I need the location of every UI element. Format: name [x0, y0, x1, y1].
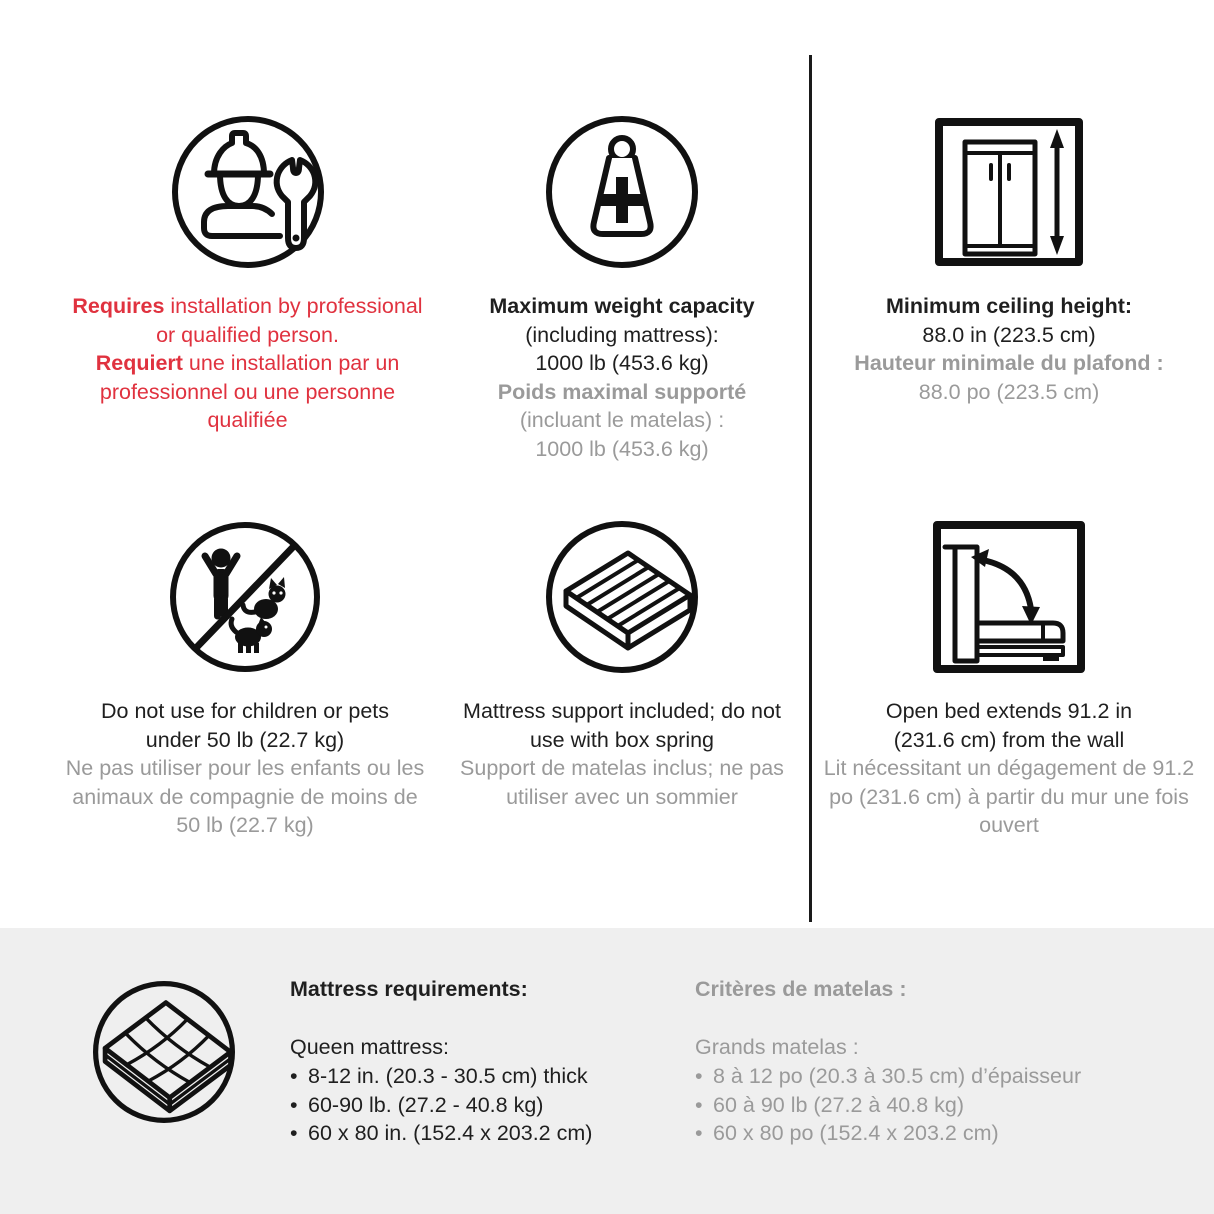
mattress-requirements-fr: [695, 975, 1175, 1148]
open-bed-section: [813, 460, 1205, 840]
mattress-support-section: [437, 460, 807, 811]
installer-icon: [168, 112, 328, 272]
mattress-requirements-en: [290, 975, 650, 1148]
mattress-requirements-subheading-fr: Grands matelas :: [695, 1035, 859, 1059]
ceiling-height-section: [813, 55, 1205, 406]
no-children-pets-section: [45, 460, 445, 840]
mattress-support-text-en: Mattress support included; do not use with box spring: [463, 699, 781, 752]
list-item: • 8-12 in. (20.3 - 30.5 cm) thick: [290, 1062, 650, 1091]
installation-text-fr: Requiert une installation par un professionnel ou une personne qualifiée: [95, 351, 400, 432]
mattress-icon: [88, 976, 240, 1128]
open-bed-icon: [929, 517, 1089, 677]
children-pets-text-fr: Ne pas utiliser pour les enfants ou les animaux de compagnie de moins de 50 lb (22.7 kg): [65, 756, 425, 837]
ceiling-title-fr: Hauteur minimale du plafond :: [854, 351, 1164, 375]
ceiling-title-en: Minimum ceiling height:: [885, 294, 1133, 318]
open-bed-text-en: Open bed extends 91.2 in (231.6 cm) from the wall: [885, 699, 1133, 752]
mattress-support-text-fr: Support de matelas inclus; ne pas utiliser avec un sommier: [460, 756, 784, 809]
list-item: • 60 à 90 lb (27.2 à 40.8 kg): [695, 1091, 1175, 1120]
list-item: • 60 x 80 po (152.4 x 203.2 cm): [695, 1119, 1175, 1148]
children-pets-text-en: Do not use for children or pets under 50 lb (22.7 kg): [100, 699, 389, 752]
weight-line3-en: 1000 lb (453.6 kg): [535, 351, 709, 375]
weight-line2-fr: (incluant le matelas) :: [519, 408, 725, 432]
ceiling-value-fr: 88.0 po (223.5 cm): [918, 379, 1100, 404]
mattress-requirements-list-en: [290, 1062, 650, 1148]
vertical-divider: [809, 55, 812, 922]
ceiling-height-icon: [929, 112, 1089, 272]
installation-section: [55, 55, 440, 435]
mattress-requirements-list-fr: [695, 1062, 1175, 1148]
no-children-pets-icon: [165, 517, 325, 677]
ceiling-value-en: 88.0 in (223.5 cm): [922, 322, 1096, 347]
weight-line3-fr: 1000 lb (453.6 kg): [535, 436, 709, 461]
weight-title-en: Maximum weight capacity: [489, 294, 755, 318]
weight-capacity-section: [437, 55, 807, 463]
mattress-support-icon: [542, 517, 702, 677]
mattress-requirements-subheading-en: Queen mattress:: [290, 1035, 449, 1059]
open-bed-text-fr: Lit nécessitant un dégagement de 91.2 po (231.6 cm) à partir du mur une fois ouvert: [823, 756, 1195, 837]
list-item: • 60-90 lb. (27.2 - 40.8 kg): [290, 1091, 650, 1120]
weight-title-fr: Poids maximal supporté: [497, 379, 747, 404]
weight-line2-en: (including mattress):: [525, 322, 719, 347]
list-item: • 60 x 80 in. (152.4 x 203.2 cm): [290, 1119, 650, 1148]
mattress-requirements-heading-en: Mattress requirements:: [290, 977, 528, 1001]
installation-text-en: Requires installation by professional or qualified person.: [72, 294, 423, 347]
mattress-requirements-panel: [0, 928, 1214, 1214]
weight-capacity-icon: [542, 112, 702, 272]
list-item: • 8 à 12 po (20.3 à 30.5 cm) d’épaisseur: [695, 1062, 1175, 1091]
mattress-requirements-heading-fr: Critères de matelas :: [695, 977, 907, 1001]
